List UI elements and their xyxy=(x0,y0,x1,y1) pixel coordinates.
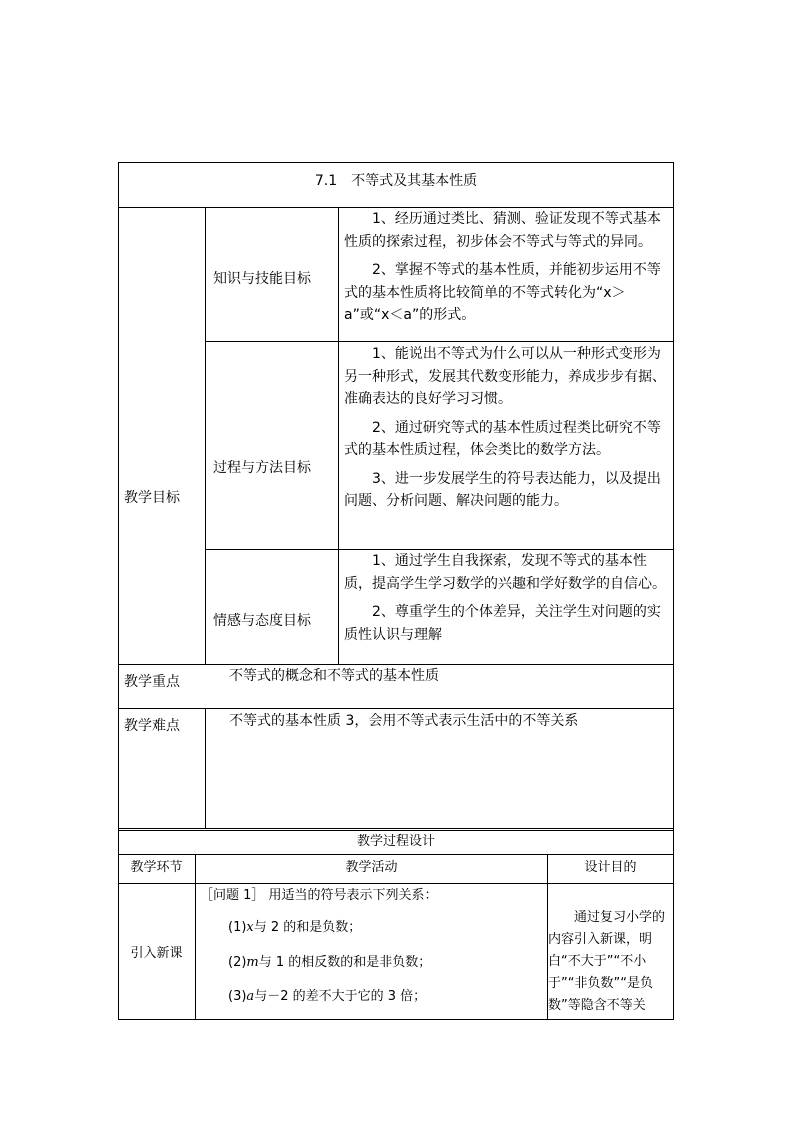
intro-item-2 xyxy=(228,953,544,973)
process-design-title: 教学过程设计 xyxy=(356,834,435,849)
intro-question: ［问题 1］ 用适当的符号表示下列关系： xyxy=(200,888,438,903)
lesson-title: 7.1 不等式及其基本性质 xyxy=(314,173,478,189)
header-activity: 教学活动 xyxy=(345,860,398,875)
item-text: 与 2 的和是负数； xyxy=(253,920,362,935)
intro-purpose-text: 通过复习小学的内容引入新课，明白“不大于”“不小于”“非负数”“是负数”等隐含不等关 xyxy=(548,910,666,1013)
emotion-goal-label: 情感与态度目标 xyxy=(213,613,311,629)
header-stage: 教学环节 xyxy=(130,860,183,875)
difficulty-label: 教学难点 xyxy=(124,718,180,734)
process-goal-content xyxy=(344,343,670,519)
item-prefix: (3) xyxy=(228,989,247,1004)
key-point-value: 不等式的概念和不等式的基本性质 xyxy=(229,668,439,684)
process-item: 1、能说出不等式为什么可以从一种形式变形为另一种形式，发展其代数变形能力，养成步步有据、准确表达的良好学习习惯。 xyxy=(344,346,666,407)
intro-item-1 xyxy=(228,918,544,938)
knowledge-goal-label: 知识与技能目标 xyxy=(213,271,311,287)
item-variable: m xyxy=(246,955,259,970)
lesson-plan-table xyxy=(118,162,674,1020)
header-purpose: 设计目的 xyxy=(584,860,637,875)
emotion-item: 1、通过学生自我探索，发现不等式的基本性质，提高学生学习数学的兴趣和学好数学的自信心。 xyxy=(344,553,666,592)
process-goal-label: 过程与方法目标 xyxy=(213,460,311,476)
item-text: 与 1 的相反数的和是非负数； xyxy=(258,955,432,970)
item-text: 与－2 的差不大于它的 3 倍； xyxy=(254,989,427,1004)
item-prefix: (1) xyxy=(228,920,247,935)
knowledge-item: 2、掌握不等式的基本性质，并能初步运用不等式的基本性质将比较简单的不等式转化为“x＞a”或“x＜a”的形式。 xyxy=(344,262,661,323)
intro-item-3 xyxy=(228,987,544,1007)
difficulty-value: 不等式的基本性质 3，会用不等式表示生活中的不等关系 xyxy=(229,713,579,729)
key-point-label: 教学重点 xyxy=(124,674,180,690)
objectives-label: 教学目标 xyxy=(124,490,180,506)
item-prefix: (2) xyxy=(228,955,247,970)
process-item: 2、通过研究等式的基本性质过程类比研究不等式的基本性质过程，体会类比的数学方法。 xyxy=(344,419,661,458)
stage-intro: 引入新课 xyxy=(130,946,183,961)
knowledge-goal-content xyxy=(344,208,670,333)
emotion-goal-content xyxy=(344,550,670,652)
emotion-item: 2、尊重学生的个体差异，关注学生对问题的实质性认识与理解 xyxy=(344,604,661,643)
item-variable: x xyxy=(246,920,254,935)
knowledge-item: 1、经历通过类比、猜测、验证发现不等式基本性质的探索过程，初步体会不等式与等式的异同。 xyxy=(344,211,661,250)
intro-purpose xyxy=(548,907,673,1017)
item-variable: a xyxy=(246,989,255,1004)
process-item: 3、进一步发展学生的符号表达能力，以及提出问题、分析问题、解决问题的能力。 xyxy=(344,470,661,509)
